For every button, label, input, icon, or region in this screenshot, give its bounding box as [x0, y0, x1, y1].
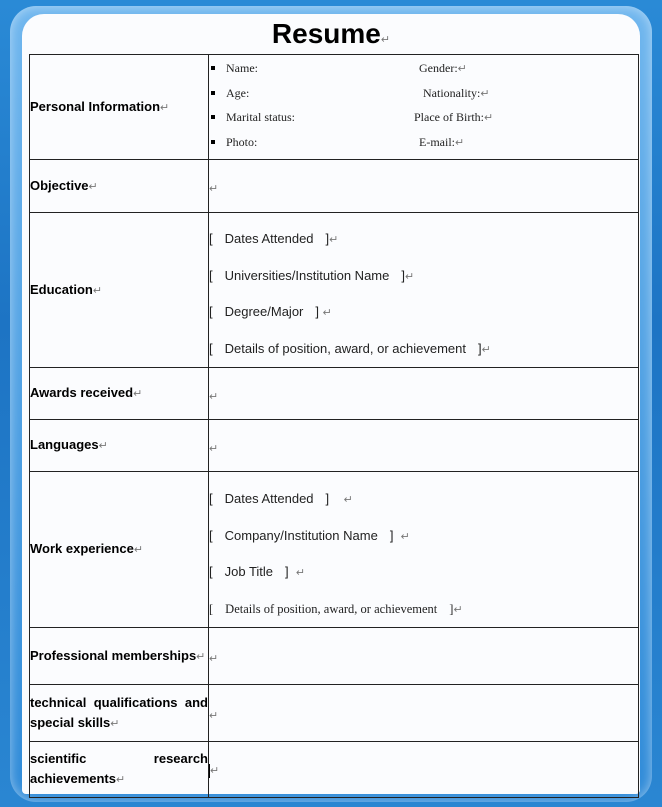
- work-company: [ Company/Institution Name ] ↵: [209, 527, 410, 543]
- table-row: [30, 420, 639, 472]
- resume-title: Resume↵: [271, 18, 391, 49]
- label-work-experience: Work experience↵: [30, 472, 209, 628]
- awards-cell[interactable]: ↵: [209, 368, 639, 420]
- table-row: [30, 685, 639, 742]
- bullet-icon: [211, 66, 215, 70]
- list-item: Name: Gender:↵: [209, 61, 638, 86]
- label-awards: Awards received↵: [30, 368, 209, 420]
- list-item: Photo: E-mail:↵: [209, 135, 638, 160]
- label-technical-skills: technical qualifications and special skills↵: [30, 685, 209, 742]
- education-details: [ Details of position, award, or achievement ]↵: [209, 340, 491, 356]
- education-degree: [ Degree/Major ] ↵: [209, 304, 332, 319]
- work-experience-cell[interactable]: [209, 472, 639, 628]
- table-row: [30, 213, 639, 368]
- skills-cell[interactable]: ↵: [209, 685, 639, 742]
- list-item: Marital status: Place of Birth:↵: [209, 110, 638, 135]
- table-row: [30, 55, 639, 160]
- bullet-icon: [211, 91, 215, 95]
- work-job-title: [ Job Title ] ↵: [209, 564, 306, 579]
- education-institution: [ Universities/Institution Name ]↵: [209, 267, 415, 283]
- memberships-cell[interactable]: ↵: [209, 628, 639, 685]
- education-dates: [ Dates Attended ]↵: [209, 231, 339, 246]
- bullet-icon: [211, 140, 215, 144]
- label-education: Education↵: [30, 213, 209, 368]
- table-row: [30, 628, 639, 685]
- table-row: [30, 472, 639, 628]
- resume-table: [29, 54, 639, 798]
- label-languages: Languages↵: [30, 420, 209, 472]
- work-details: [ Details of position, award, or achievement ]↵: [209, 601, 463, 616]
- education-cell[interactable]: [209, 213, 639, 368]
- label-personal-information: Personal Information↵: [30, 55, 209, 160]
- work-dates: [ Dates Attended ] ↵: [209, 491, 353, 506]
- languages-cell[interactable]: ↵: [209, 420, 639, 472]
- research-cell[interactable]: ↵: [209, 742, 639, 798]
- label-research-achievements: scientific research achievements↵: [30, 742, 209, 798]
- objective-cell[interactable]: ↵: [209, 160, 639, 213]
- bullet-icon: [211, 115, 215, 119]
- personal-information-cell[interactable]: [209, 55, 639, 160]
- table-row: [30, 742, 639, 798]
- label-objective: Objective↵: [30, 160, 209, 213]
- list-item: Age: Nationality:↵: [209, 86, 638, 111]
- table-row: [30, 160, 639, 213]
- label-professional-memberships: Professional memberships↵: [30, 628, 209, 685]
- table-row: [30, 368, 639, 420]
